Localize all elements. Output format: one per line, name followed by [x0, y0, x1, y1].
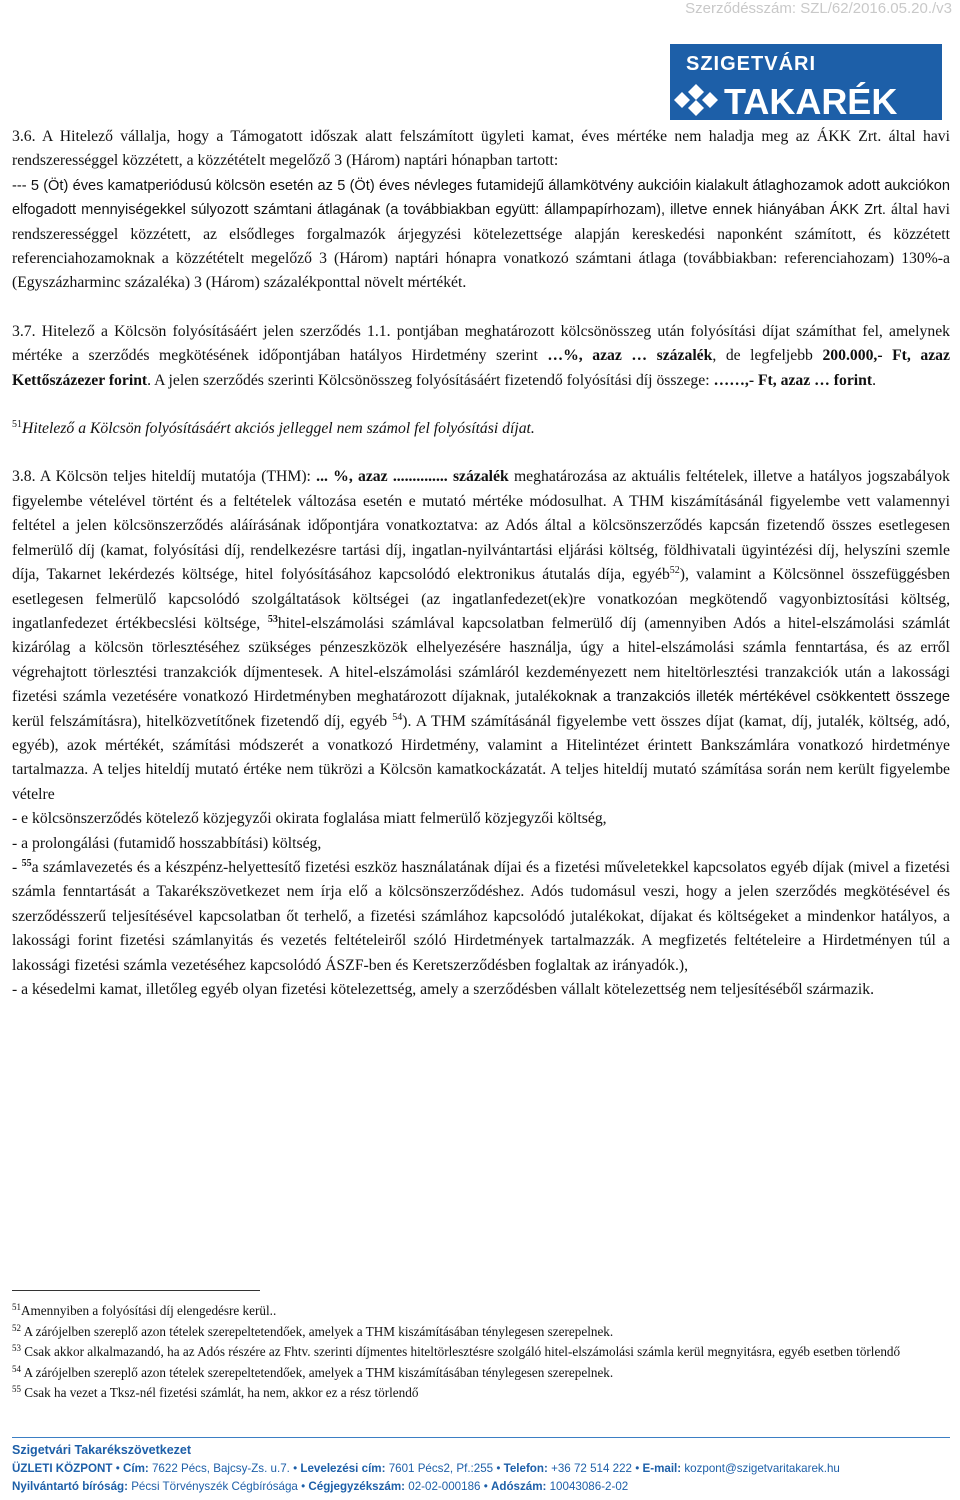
footnotes — [12, 1301, 950, 1404]
szigetvari-takarek-logo — [666, 42, 946, 122]
footnote-51: $^{51}$Amennyiben a folyósítási díj elengedésre kerül.. — [12, 1302, 277, 1318]
logo-line1: SZIGETVÁRI — [686, 53, 817, 75]
section-3-8: 3.8. A Kölcsön teljes hiteldíj mutatója (THM): ... %, azaz .............. százalék meghatározása az aktuális feltételek, illetve a hatályos jogszabályok figyelembe vételével történt és a feltételek változása esetén e mutató mértéke módosulhat. A THM kiszámításánál figyelembe vett valamennyi feltétel a jelen kölcsönszerződés aláírásának időpontjára vonatkoztatva: az Adós által a kölcsönszerződés kapcsán fizetendő összes esetlegesen felmerülő díj (kamat, folyósítási díj, rendelkezésre tartási díj, ingatlan-nyilvántartási eljárási költség, földhivatali ügyintézési díj, helyszíni szemle díja, Takarnet lekérdezés költsége, hitel folyósításához kapcsolódó elektronikus átutalás díja, egyéb$^{52}$), valamint a Kölcsönnel összefüggésben esetlegesen felmerülő kapcsolódó szolgáltatások költségei (az ingatlanfedezet(ek)re vonatkozóan megkötendő vagyonbiztosítási költség, ingatlanfedezet értékbecslési költsége, $^{53}$hitel-elszámolási számlával kapcsolatban felmerülő díj (amennyiben Adós a hitel-elszámolási számlát kizárólag a kölcsön törlesztéséhez szükséges pénzeszközök elhelyezésére használja, úgy a hitel-elszámolási számla fenntartása, és az erről végrehajtott törlesztési tranzakciók díjmentesek. A hitel-elszámolási számláról kezdeményezett nem hiteltörlesztési tranzakciók után a lakossági fizetési számla vezetésére vonatkozó Hirdetményben meghatározott díjaknak, jutalékoknak a tranzakciós illeték mértékével csökkentett összege kerül felszámításra), hitelközvetítőnek fizetendő díj, egyéb $^{54}$). A THM számításánál figyelembe vett összes díjat (kamat, díj, jutalék, költség, adó, egyéb), azok mértékét, számítási módszerét a vonatkozó Hirdetmény, valamint a Hitelintézet érintett Bankszámlára vonatkozó hirdetménye tartalmazza. A teljes hiteldíj mutató értéke nem tükrözi a Kölcsön kamatkockázatát. A teljes hiteldíj mutató számítása során nem került figyelembe vételre — [12, 468, 951, 803]
logo-line2: TAKARÉK — [724, 81, 898, 122]
section-3-6: 3.6. A Hitelező vállalja, hogy a Támogatott időszak alatt felszámított ügyleti kamat, éves mértéke nem haladja meg az ÁKK Zrt. által havi rendszerességgel közzétett, a közzétételt megelőző 3 (Három) naptári hónapban tartott: — [12, 128, 950, 170]
footer-contact-line: ÜZLETI KÖZPONT • Cím: 7622 Pécs, Bajcsy-Zs. u.7. • Levelezési cím: 7601 Pécs2, Pf.:255 • Telefon: +36 72 514 222 • E-mail: kozpont@szigetvaritakarek.hu — [12, 1462, 840, 1475]
exclusion-item-1: - e kölcsönszerződés kötelező közjegyzői okirata foglalása miatt felmerülő közjegyzői költség, — [12, 810, 607, 828]
footer-separator — [12, 1437, 950, 1438]
page-footer — [12, 1440, 950, 1496]
footnote-53: $^{53}$ Csak akkor alkalmazandó, ha az Adós részére az Fhtv. szerinti díjmentes hiteltörlesztésre szolgáló hitel-elszámolási számla kerül megnyitásra, egyéb esetben törlendő — [12, 1343, 901, 1360]
footnote-55: $^{55}$ Csak ha vezet a Tksz-nél fizetési számlát, ha nem, akkor ez a rész törlendő — [12, 1384, 419, 1401]
exclusion-item-2: - a prolongálási (futamidő hosszabbítási) költség, — [12, 834, 322, 852]
footer-registry-line: Nyilvántartó bíróság: Pécsi Törvényszék Cégbírósága • Cégjegyzékszám: 02-02-000186 • Adószám: 10043086-2-02 — [12, 1480, 629, 1493]
section-3-7: 3.7. Hitelező a Kölcsön folyósításáért jelen szerződés 1.1. pontjában meghatározott kölcsönösszeg után folyósítási díjat számíthat fel, amelynek mértéke a szerződés megkötésének időpontjában hatályos Hirdetmény szerint …%, azaz … százalék, de legfeljebb 200.000,- Ft, azaz Kettőszázezer forint. A jelen szerződés szerinti Kölcsönösszeg folyósításáért fizetendő folyósítási díj összege: ……,- Ft, azaz … forint. — [12, 322, 950, 389]
contract-number: Szerződésszám: SZL/62/2016.05.20./v3 — [685, 0, 952, 17]
footnote-54: $^{54}$ A zárójelben szereplő azon tételek szerepeltetendőek, amelyek a THM kiszámításában ténylegesen szerepelnek. — [12, 1363, 614, 1380]
footnote-separator — [12, 1290, 260, 1291]
footnote-52: $^{52}$ A zárójelben szereplő azon tételek szerepeltetendőek, amelyek a THM kiszámításában ténylegesen szerepelnek. — [12, 1322, 614, 1339]
exclusion-item-3: - $^{55}$a számlavezetés és a készpénz-helyettesítő fizetési eszköz használatának díjai és a fizetési műveletekkel kapcsolatos egyéb díjak (mivel a fizetési számla fenntartását a Takarékszövetkezet nem írja elő a kölcsönszerződéshez. Adós tudomásul veszi, hogy a jelen szerződés megkötésével és szerződésszerű teljesítésével kapcsolatban őt terhelő, a fizetési számlához kapcsolódó jutalékokat, díjakat és költségeket a mindenkor hatályos, a lakossági forint fizetési számlanyitás és vezetés feltételeiről szóló Hirdetmények tartalmazzák. A megfizetés feltételeire a Hirdetményen túl a lakossági fizetési számla vezetéséhez kapcsolódó ÁSZF-ben és Keretszerződésben foglaltak az irányadók.), — [12, 857, 950, 974]
note-51: $^{51}$Hitelező a Kölcsön folyósításáért akciós jelleggel nem számol fel folyósítási díjat. — [12, 419, 535, 438]
contract-body — [12, 125, 950, 1002]
footer-org-name: Szigetvári Takarékszövetkezet — [12, 1443, 192, 1457]
exclusion-item-4: - a késedelmi kamat, illetőleg egyéb olyan fizetési kötelezettség, amely a szerződésben vállalt kötelezettség nem teljesítéséből származik. — [12, 981, 875, 998]
section-3-6-item: --- 5 (Öt) éves kamatperiódusú kölcsön esetén az 5 (Öt) éves névleges futamidejű államkötvény aukcióin kialakult átlaghozamok adott aukciókon elfogadott mennyiségekkel súlyozott számtani átlagának (a továbbiakban együtt: állampapírhozam), illetve ennek hiányában ÁKK Zrt. által havi rendszerességgel közzétett, az elsődleges forgalmazók árjegyzési kötelezettsége alapján kereskedési naponként számított, és közzétett referenciahozamoknak a közzétételt megelőző 3 (Három) naptári hónapra vonatkozó számtani átlaga (továbbiakban: referenciahozam) 130%-a (Egyszázharminc százaléka) 3 (Három) százalékponttal növelt mértékét. — [12, 177, 950, 292]
